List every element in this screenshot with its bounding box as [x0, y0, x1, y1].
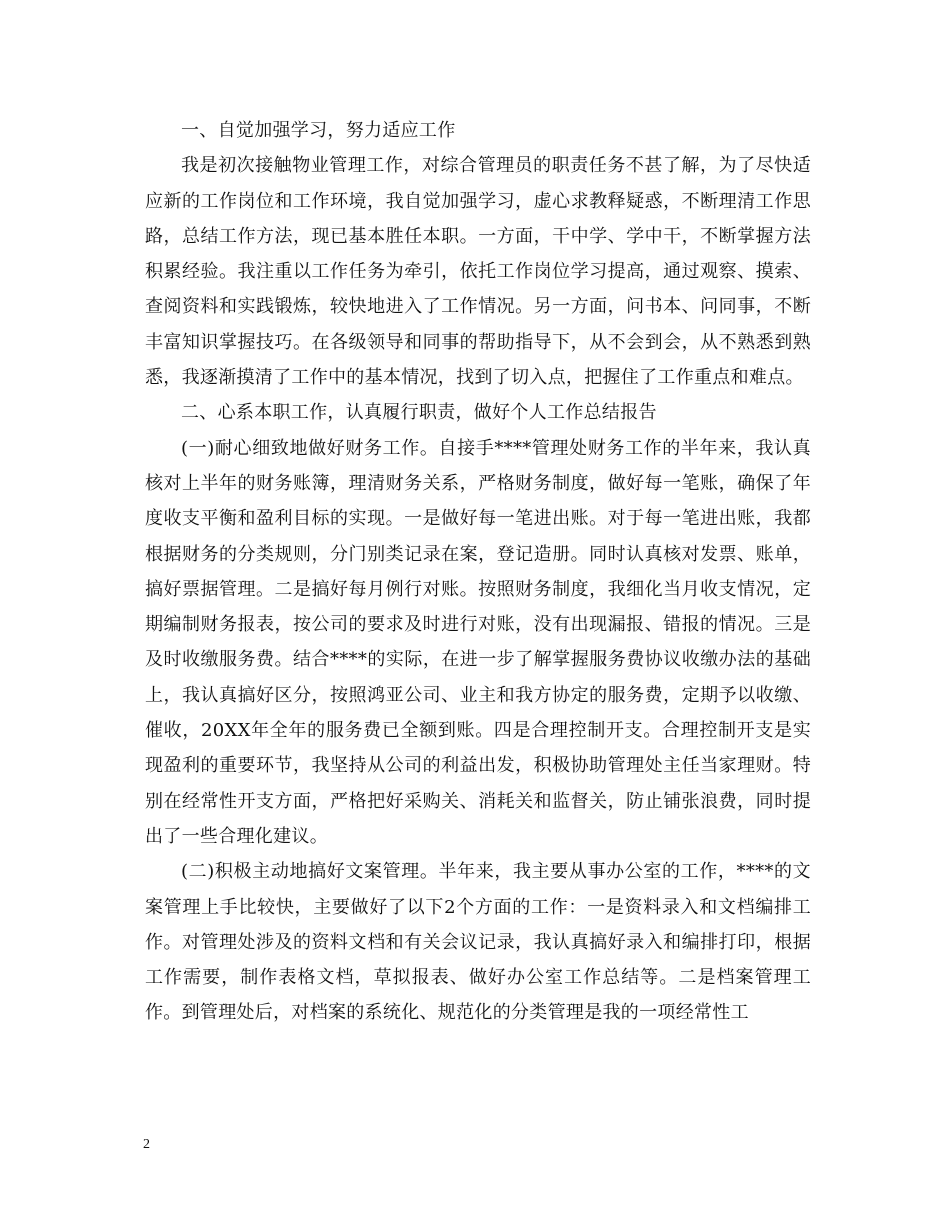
section-heading-1: 一、自觉加强学习，努力适应工作 — [181, 120, 456, 141]
paragraph-document-management: (二)积极主动地搞好文案管理。半年来，我主要从事办公室的工作，****的文案管理上手比较快，主要做好了以下2个方面的工作：一是资料录入和文档编排工作。对管理处涉及的资料文档和有关会议记录，我认真搞好录入和编排打印，根据工作需要，制作表格文档，草拟报表、做好办公室工作总结等。二是档案管理工作。到管理处后，对档案的系统化、规范化的分类管理是我的一项经常性工 — [145, 861, 811, 1024]
page-number: 2 — [143, 1137, 150, 1152]
section-heading-2: 二、心系本职工作，认真履行职责，做好个人工作总结报告 — [181, 402, 657, 424]
paragraph-finance: (一)耐心细致地做好财务工作。自接手****管理处财务工作的半年来，我认真核对上半年的财务账簿，理清财务关系，严格财务制度，做好每一笔账，确保了年度收支平衡和盈利目标的实现。一是做好每一笔进出账。对于每一笔进出账，我都根据财务的分类规则，分门别类记录在案，登记造册。同时认真核对发票、账单，搞好票据管理。二是搞好每月例行对账。按照财务制度，我细化当月收支情况，定期编制财务报表，按公司的要求及时进行对账，没有出现漏报、错报的情况。三是及时收缴服务费。结合****的实际，在进一步了解掌握服务费协议收缴办法的基础上，我认真搞好区分，按照鸿亚公司、业主和我方协定的服务费，定期予以收缴、催收，20XX年全年的服务费已全额到账。四是合理控制开支。合理控制开支是实现盈利的重要环节，我坚持从公司的利益出发，积极协助管理处主任当家理财。特别在经常性开支方面，严格把好采购关、消耗关和监督关，防止铺张浪费，同时提出了一些合理化建议。 — [145, 437, 811, 847]
document-body — [145, 113, 811, 1031]
paragraph-learning: 我是初次接触物业管理工作，对综合管理员的职责任务不甚了解，为了尽快适应新的工作岗位和工作环境，我自觉加强学习，虚心求教释疑惑，不断理清工作思路，总结工作方法，现已基本胜任本职。一方面，干中学、学中干，不断掌握方法积累经验。我注重以工作任务为牵引，依托工作岗位学习提高，通过观察、摸索、查阅资料和实践锻炼，较快地进入了工作情况。另一方面，问书本、问同事，不断丰富知识掌握技巧。在各级领导和同事的帮助指导下，从不会到会，从不熟悉到熟悉，我逐渐摸清了工作中的基本情况，找到了切入点，把握住了工作重点和难点。 — [145, 155, 811, 389]
